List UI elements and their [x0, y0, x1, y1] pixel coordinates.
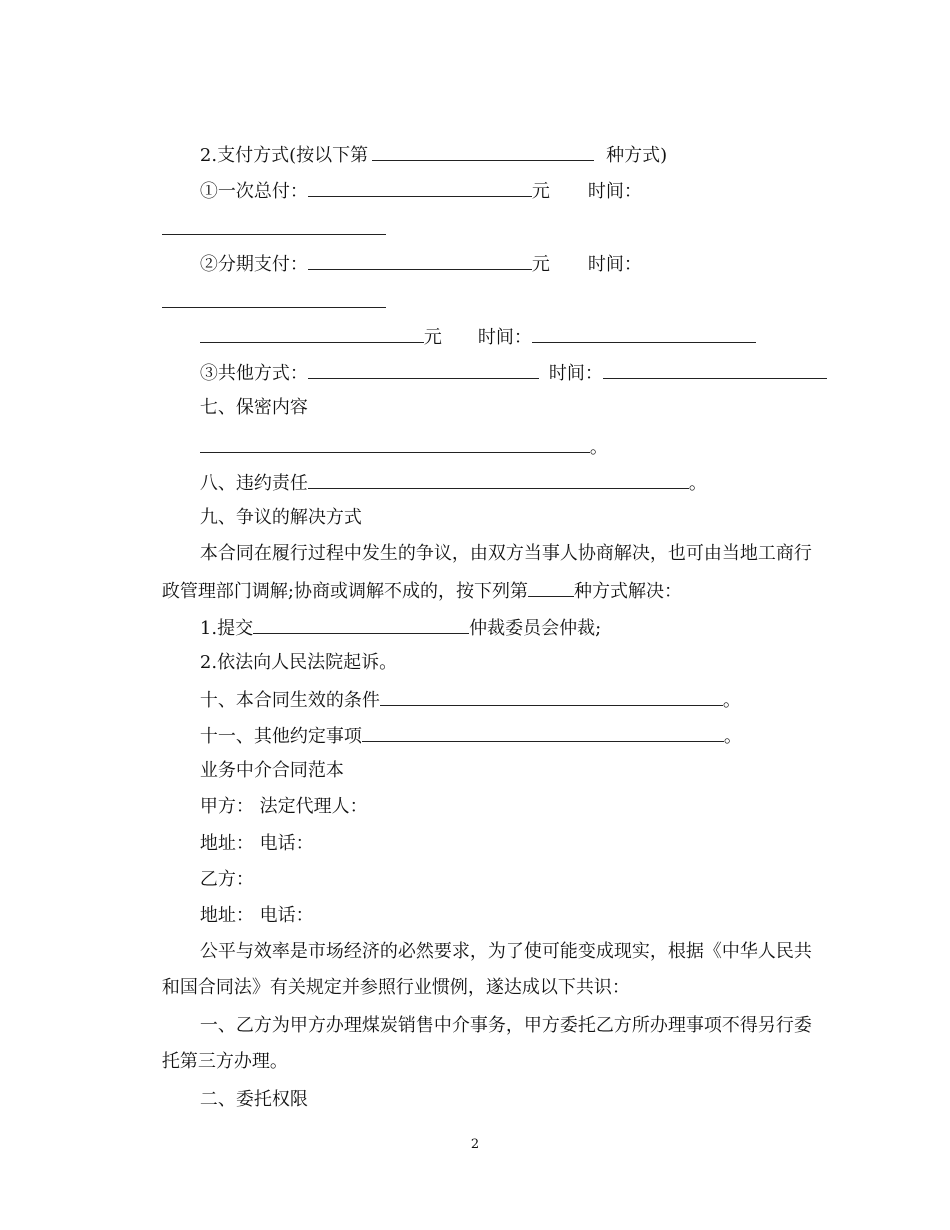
- party-a-line: 甲方： 法定代理人：: [199, 796, 368, 817]
- section-dispute: 九、争议的解决方式: [199, 507, 362, 528]
- confidential-blank-line: 。: [177, 413, 608, 481]
- dispute-paragraph-line-1: 本合同在履行过程中发生的争议，由双方当事人协商解决，也可由当地工商行: [199, 543, 812, 564]
- section-confidential: 七、保密内容: [199, 397, 308, 418]
- clause-1-line-2: 托第三方办理。: [161, 1051, 288, 1072]
- section-breach: 八、违约责任 。: [199, 473, 707, 494]
- preamble-line-1: 公平与效率是市场经济的必然要求，为了使可能变成现实，根据《中华人民共: [199, 941, 812, 962]
- dispute-option-2: 2.依法向人民法院起诉。: [199, 652, 398, 673]
- payment-method-line: 2.支付方式(按以下第 种方式): [199, 145, 668, 166]
- installment-second-line: 元 时间：: [177, 303, 756, 371]
- blank-field: [308, 471, 689, 489]
- dispute-option-1: 1.提交 仲裁委员会仲裁;: [199, 618, 602, 639]
- party-b-line: 乙方：: [199, 869, 254, 890]
- section-effective: 十、本合同生效的条件 。: [199, 690, 741, 711]
- address-b-line: 地址： 电话：: [199, 905, 314, 926]
- page-number: 2: [470, 1137, 480, 1152]
- blank-field: [362, 724, 724, 742]
- lump-sum-line: ①一次总付： 元 时间：: [199, 181, 642, 202]
- section-other-terms: 十一、其他约定事项 。: [199, 726, 742, 747]
- clause-1-line-1: 一、乙方为甲方办理煤炭销售中介事务，甲方委托乙方所办理事项不得另行委: [199, 1015, 812, 1036]
- preamble-line-2: 和国合同法》有关规定并参照行业惯例，遂达成以下共识：: [161, 977, 630, 998]
- clause-2-heading: 二、委托权限: [199, 1089, 308, 1110]
- installment-line: ②分期支付： 元 时间：: [199, 254, 642, 275]
- blank-field: [308, 361, 539, 379]
- dispute-paragraph-line-2: 政管理部门调解;协商或调解不成的，按下列第 种方式解决：: [161, 581, 682, 602]
- template-title: 业务中介合同范本: [199, 760, 344, 781]
- blank-field: [603, 361, 827, 379]
- address-a-line: 地址： 电话：: [199, 833, 314, 854]
- other-method-line: ③共他方式： 时间：: [177, 339, 827, 407]
